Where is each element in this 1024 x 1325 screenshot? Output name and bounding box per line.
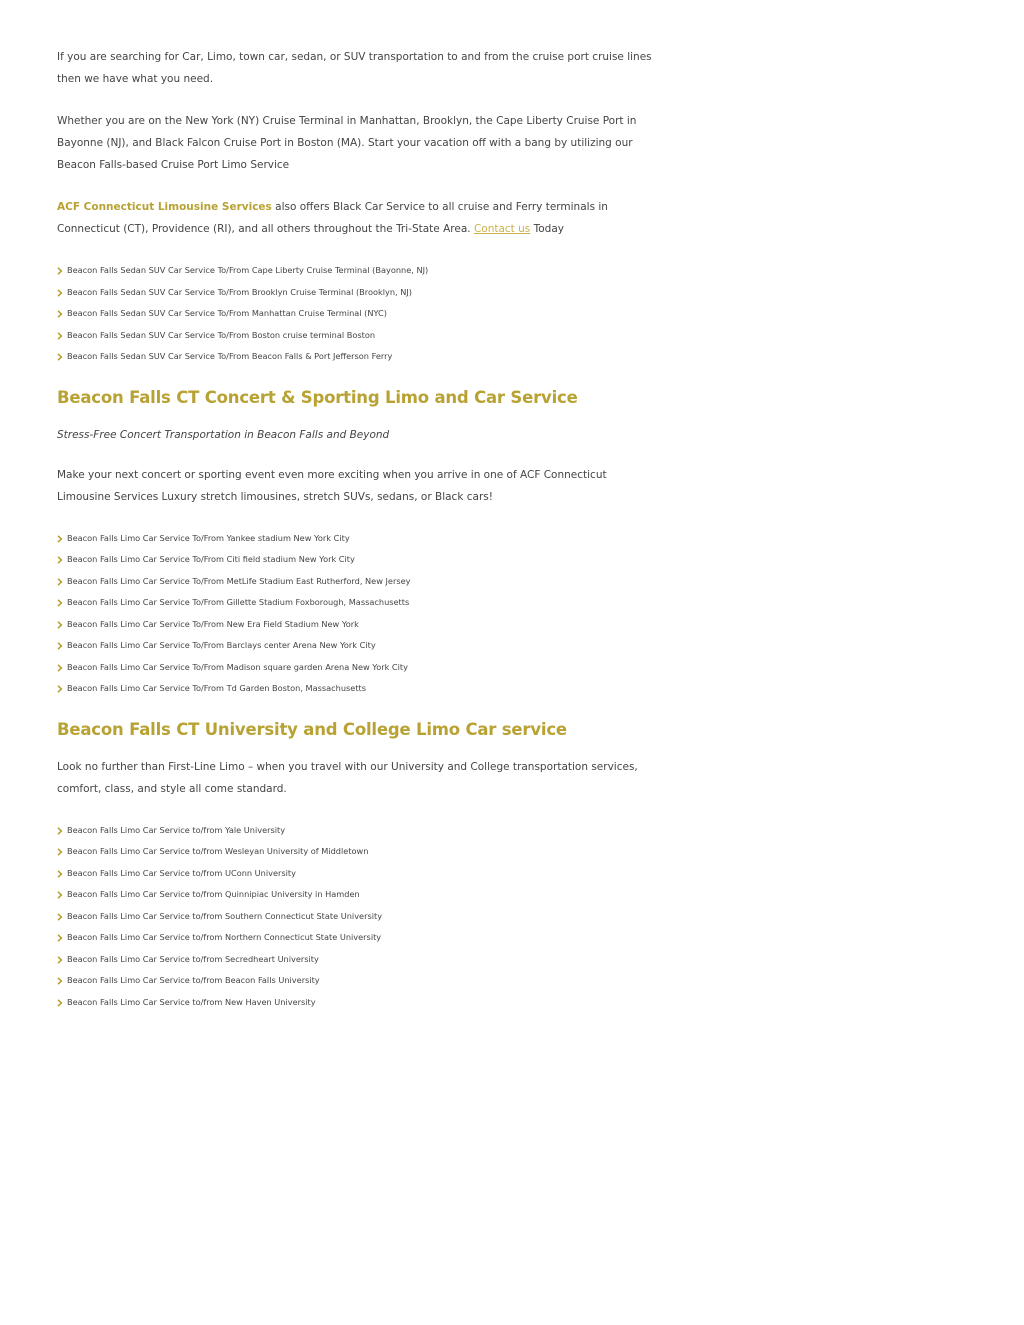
list-item[interactable]	[57, 820, 657, 842]
concert-tagline: Stress-Free Concert Transportation in Beacon Falls and Beyond	[57, 428, 390, 441]
list-item[interactable]	[57, 906, 657, 928]
chevron-right-icon	[57, 332, 63, 340]
chevron-right-icon	[57, 891, 63, 899]
list-item-label: Beacon Falls Sedan SUV Car Service To/From Manhattan Cruise Terminal (NYC)	[67, 308, 387, 318]
services-paragraph-tail: Today	[530, 223, 564, 235]
list-item-label: Beacon Falls Limo Car Service to/from Wesleyan University of Middletown	[67, 846, 369, 856]
main-content	[57, 46, 657, 1031]
list-item-label: Beacon Falls Limo Car Service To/From Barclays center Arena New York City	[67, 640, 376, 650]
list-item[interactable]	[57, 346, 657, 368]
list-item[interactable]	[57, 325, 657, 347]
list-item-label: Beacon Falls Limo Car Service to/from Northern Connecticut State University	[67, 932, 382, 942]
intro-paragraph: If you are searching for Car, Limo, town car, sedan, or SUV transportation to and from the cruise port cruise lines then we have what you need.	[57, 51, 652, 85]
list-item-label: Beacon Falls Sedan SUV Car Service To/From Cape Liberty Cruise Terminal (Bayonne, NJ)	[67, 265, 429, 275]
list-item-label: Beacon Falls Limo Car Service To/From Yankee stadium New York City	[67, 532, 350, 543]
list-item[interactable]	[57, 528, 657, 550]
list-item[interactable]	[57, 614, 657, 636]
chevron-right-icon	[57, 578, 63, 586]
list-item-label: Beacon Falls Limo Car Service To/From Citi field stadium New York City	[67, 554, 355, 564]
chevron-right-icon	[57, 934, 63, 942]
list-item[interactable]	[57, 992, 657, 1014]
list-item-label: Beacon Falls Limo Car Service To/From New Era Field Stadium New York	[67, 618, 359, 629]
university-section-title: Beacon Falls CT University and College Limo Car service	[57, 719, 567, 739]
list-item[interactable]	[57, 678, 657, 700]
list-item[interactable]	[57, 571, 657, 593]
list-item[interactable]	[57, 657, 657, 679]
chevron-right-icon	[57, 599, 63, 607]
chevron-right-icon	[57, 977, 63, 985]
chevron-right-icon	[57, 848, 63, 856]
list-item[interactable]	[57, 635, 657, 657]
chevron-right-icon	[57, 685, 63, 693]
chevron-right-icon	[57, 310, 63, 318]
list-item[interactable]	[57, 282, 657, 304]
list-item-label: Beacon Falls Limo Car Service to/from New Haven University	[67, 996, 316, 1007]
services-paragraph-text: also offers Black Car Service to all cruise and Ferry terminals in Connecticut (CT), Providence (RI), and all others throughout the Tri-State Area.	[57, 201, 608, 235]
list-item-label: Beacon Falls Sedan SUV Car Service To/From Boston cruise terminal Boston	[67, 329, 376, 340]
list-item-label: Beacon Falls Limo Car Service to/from Beacon Falls University	[67, 975, 320, 985]
list-item[interactable]	[57, 549, 657, 571]
chevron-right-icon	[57, 956, 63, 964]
chevron-right-icon	[57, 289, 63, 297]
chevron-right-icon	[57, 642, 63, 650]
list-item[interactable]	[57, 884, 657, 906]
list-item[interactable]	[57, 927, 657, 949]
chevron-right-icon	[57, 870, 63, 878]
chevron-right-icon	[57, 267, 63, 275]
list-item-label: Beacon Falls Limo Car Service to/from Quinnipiac University in Hamden	[67, 889, 360, 899]
list-item[interactable]	[57, 949, 657, 971]
concert-paragraph: Make your next concert or sporting event even more exciting when you arrive in one of ACF Connecticut Limousine Services Luxury stretch limousines, stretch SUVs, sedans, or Black cars!	[57, 468, 607, 503]
cruise-terminals-paragraph: Whether you are on the New York (NY) Cruise Terminal in Manhattan, Brooklyn, the Cape Liberty Cruise Port in Bayonne (NJ), and Black Falcon Cruise Port in Boston (MA). Start your vacation off with a bang by utilizing our Beacon Falls-based Cruise Port Limo Service	[57, 115, 637, 171]
list-item-label: Beacon Falls Limo Car Service to/from UConn University	[67, 867, 296, 878]
list-item-label: Beacon Falls Limo Car Service to/from Southern Connecticut State University	[67, 910, 383, 921]
services-paragraph	[57, 196, 657, 240]
list-item[interactable]	[57, 592, 657, 614]
list-item-label: Beacon Falls Limo Car Service to/from Yale University	[67, 824, 286, 835]
list-item[interactable]	[57, 863, 657, 885]
concert-service-list	[57, 528, 657, 700]
chevron-right-icon	[57, 556, 63, 564]
company-name-link[interactable]: ACF Connecticut Limousine Services	[57, 201, 272, 213]
university-paragraph: Look no further than First-Line Limo – when you travel with our University and College transportation services, comfort, class, and style all come standard.	[57, 760, 638, 795]
contact-us-link[interactable]: Contact us	[473, 223, 531, 235]
cruise-service-list	[57, 260, 657, 368]
list-item[interactable]	[57, 260, 657, 282]
chevron-right-icon	[57, 353, 63, 361]
chevron-right-icon	[57, 913, 63, 921]
list-item-label: Beacon Falls Limo Car Service To/From Madison square garden Arena New York City	[67, 661, 408, 672]
chevron-right-icon	[57, 535, 63, 543]
chevron-right-icon	[57, 827, 63, 835]
list-item-label: Beacon Falls Limo Car Service To/From Gillette Stadium Foxborough, Massachusetts	[67, 597, 410, 607]
list-item[interactable]	[57, 970, 657, 992]
chevron-right-icon	[57, 664, 63, 672]
list-item-label: Beacon Falls Sedan SUV Car Service To/From Beacon Falls & Port Jefferson Ferry	[67, 351, 393, 361]
university-service-list	[57, 820, 657, 1014]
list-item[interactable]	[57, 841, 657, 863]
chevron-right-icon	[57, 999, 63, 1007]
list-item-label: Beacon Falls Limo Car Service To/From Td Garden Boston, Massachusetts	[67, 683, 367, 693]
list-item-label: Beacon Falls Limo Car Service To/From MetLife Stadium East Rutherford, New Jersey	[67, 575, 411, 586]
chevron-right-icon	[57, 621, 63, 629]
list-item[interactable]	[57, 303, 657, 325]
list-item-label: Beacon Falls Limo Car Service to/from Secredheart University	[67, 953, 319, 964]
list-item-label: Beacon Falls Sedan SUV Car Service To/From Brooklyn Cruise Terminal (Brooklyn, NJ)	[67, 286, 412, 297]
concert-section-title: Beacon Falls CT Concert & Sporting Limo and Car Service	[57, 387, 578, 407]
